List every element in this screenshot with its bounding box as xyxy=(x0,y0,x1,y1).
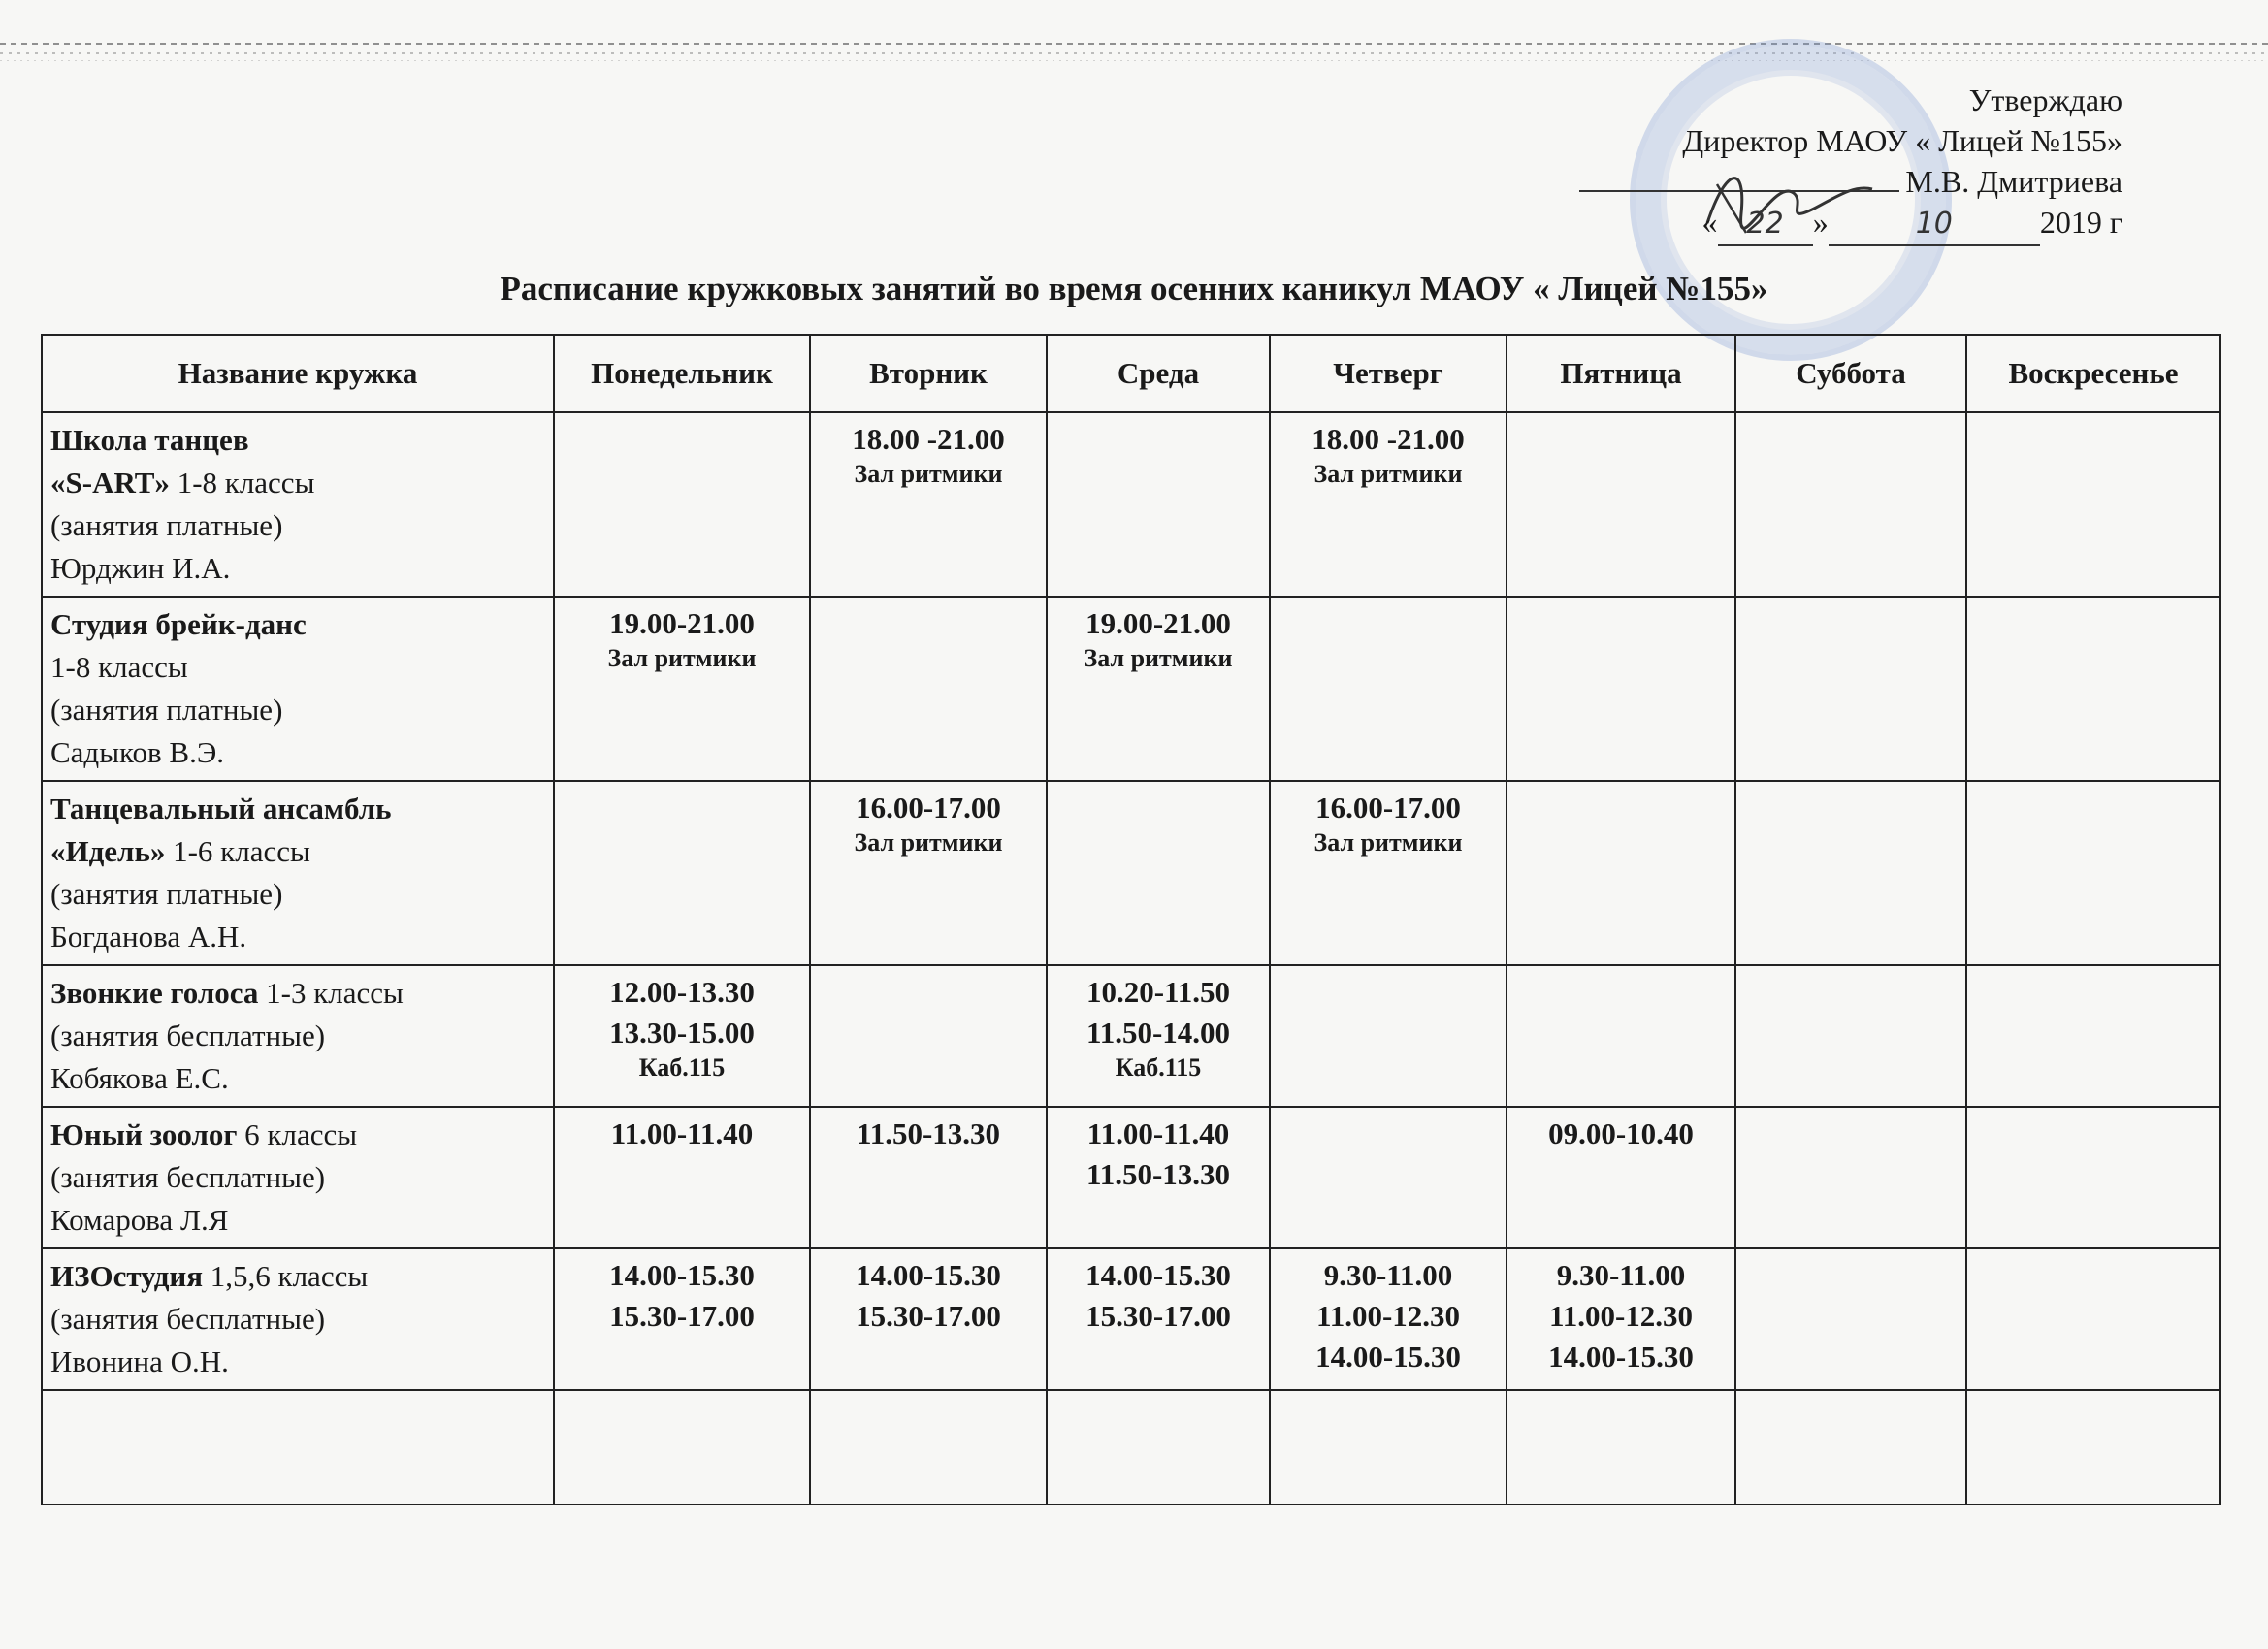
schedule-cell-thu xyxy=(1270,1248,1507,1390)
schedule-cell-sun xyxy=(1966,965,2220,1107)
header-cell: Вторник xyxy=(810,335,1047,412)
club-name: Студия брейк-данс xyxy=(50,607,307,641)
club-fee: (занятия платные) xyxy=(50,877,283,911)
club-teacher: Садыков В.Э. xyxy=(50,735,225,769)
club-name-cell xyxy=(42,412,554,597)
club-grades: 1,5,6 классы xyxy=(203,1259,369,1293)
club-teacher: Комарова Л.Я xyxy=(50,1203,229,1237)
table-row xyxy=(42,781,2220,965)
schedule-cell-thu xyxy=(1270,781,1507,965)
table-row xyxy=(42,1248,2220,1390)
club-fee: (занятия платные) xyxy=(50,693,283,727)
schedule-cell-mon xyxy=(554,597,810,781)
schedule-cell-sat xyxy=(1735,1107,1966,1248)
approval-signer xyxy=(1579,161,2122,202)
schedule-cell-fri xyxy=(1507,1107,1735,1248)
session-room: Зал ритмики xyxy=(854,828,1003,857)
schedule-cell-mon xyxy=(554,412,810,597)
session-time: 11.00-11.40 xyxy=(610,1116,754,1150)
empty-cell xyxy=(1270,1390,1507,1504)
club-name-cell xyxy=(42,965,554,1107)
session-time: 14.00-15.30 xyxy=(856,1258,1001,1292)
schedule-cell-tue xyxy=(810,412,1047,597)
session-time: 19.00-21.00 xyxy=(609,606,755,640)
session-time: 9.30-11.00 xyxy=(1556,1258,1686,1292)
approval-heading: Утверждаю xyxy=(1968,82,2122,117)
empty-cell xyxy=(810,1390,1047,1504)
table-row-empty xyxy=(42,1390,2220,1504)
schedule-cell-sat xyxy=(1735,597,1966,781)
session-time: 19.00-21.00 xyxy=(1085,606,1231,640)
schedule-cell-mon xyxy=(554,781,810,965)
schedule-cell-tue xyxy=(810,781,1047,965)
session-time: 15.30-17.00 xyxy=(1085,1299,1231,1333)
schedule-cell-tue xyxy=(810,965,1047,1107)
schedule-cell-wed xyxy=(1047,1107,1270,1248)
schedule-cell-sun xyxy=(1966,597,2220,781)
header-cell: Воскресенье xyxy=(1966,335,2220,412)
table-header-row xyxy=(42,335,2220,412)
session-time: 09.00-10.40 xyxy=(1548,1116,1694,1150)
club-fee: (занятия бесплатные) xyxy=(50,1160,326,1194)
club-fee: (занятия бесплатные) xyxy=(50,1302,326,1336)
schedule-cell-fri xyxy=(1507,412,1735,597)
club-teacher: Богданова А.Н. xyxy=(50,920,247,954)
session-time: 12.00-13.30 xyxy=(609,975,755,1009)
schedule-cell-mon xyxy=(554,965,810,1107)
table-row xyxy=(42,1107,2220,1248)
header-cell: Суббота xyxy=(1735,335,1966,412)
schedule-cell-wed xyxy=(1047,412,1270,597)
schedule-cell-thu xyxy=(1270,412,1507,597)
session-room: Зал ритмики xyxy=(1084,644,1233,672)
session-time: 9.30-11.00 xyxy=(1323,1258,1453,1292)
schedule-cell-thu xyxy=(1270,597,1507,781)
session-time: 14.00-15.30 xyxy=(1085,1258,1231,1292)
session-time: 14.00-15.30 xyxy=(1548,1340,1694,1374)
club-name: Юный зоолог xyxy=(50,1117,238,1151)
approval-position: Директор МАОУ « Лицей №155» xyxy=(1682,123,2122,158)
club-name-sub: «Идель» xyxy=(50,834,166,868)
empty-cell xyxy=(1966,1390,2220,1504)
club-grades: 6 классы xyxy=(237,1117,358,1151)
schedule-cell-mon xyxy=(554,1107,810,1248)
schedule-cell-sun xyxy=(1966,412,2220,597)
session-room: Зал ритмики xyxy=(854,460,1003,488)
session-time: 16.00-17.00 xyxy=(856,791,1001,824)
session-room: Каб.115 xyxy=(1115,1053,1202,1082)
approval-block xyxy=(1579,80,2122,246)
date-month: 10 xyxy=(1829,204,2040,246)
approval-date xyxy=(1579,202,2122,246)
session-time: 15.30-17.00 xyxy=(609,1299,755,1333)
signature-line xyxy=(1579,165,1899,192)
empty-cell xyxy=(1507,1390,1735,1504)
session-time: 11.50-13.30 xyxy=(1085,1157,1231,1191)
schedule-cell-thu xyxy=(1270,1107,1507,1248)
club-grades: 1-8 классы xyxy=(50,650,188,684)
club-fee: (занятия платные) xyxy=(50,508,283,542)
schedule-cell-sun xyxy=(1966,781,2220,965)
club-teacher: Кобякова Е.С. xyxy=(50,1061,229,1095)
session-time: 11.00-12.30 xyxy=(1315,1299,1461,1333)
schedule-cell-fri xyxy=(1507,965,1735,1107)
schedule-cell-sat xyxy=(1735,412,1966,597)
schedule-cell-sat xyxy=(1735,1248,1966,1390)
club-teacher: Ивонина О.Н. xyxy=(50,1344,229,1378)
empty-cell xyxy=(1047,1390,1270,1504)
session-room: Зал ритмики xyxy=(1313,460,1463,488)
session-room: Каб.115 xyxy=(638,1053,726,1082)
schedule-cell-tue xyxy=(810,1107,1047,1248)
club-name-cell xyxy=(42,597,554,781)
session-time: 11.50-14.00 xyxy=(1085,1016,1231,1050)
date-day: 22 xyxy=(1718,204,1813,246)
header-cell: Понедельник xyxy=(554,335,810,412)
club-name-cell xyxy=(42,1248,554,1390)
club-name-sub: «S-ART» xyxy=(50,466,170,500)
scan-edge-artifact xyxy=(0,37,2268,66)
session-time: 13.30-15.00 xyxy=(609,1016,755,1050)
session-time: 18.00 -21.00 xyxy=(1312,422,1465,456)
club-name-cell xyxy=(42,781,554,965)
session-time: 15.30-17.00 xyxy=(856,1299,1001,1333)
schedule-cell-tue xyxy=(810,1248,1047,1390)
schedule-cell-wed xyxy=(1047,781,1270,965)
schedule-cell-fri xyxy=(1507,597,1735,781)
club-teacher: Юрджин И.А. xyxy=(50,551,231,585)
club-grades: 1-3 классы xyxy=(258,976,404,1010)
schedule-cell-wed xyxy=(1047,597,1270,781)
header-cell: Пятница xyxy=(1507,335,1735,412)
club-name: ИЗОстудия xyxy=(50,1259,204,1293)
club-fee: (занятия бесплатные) xyxy=(50,1018,326,1052)
club-grades: 1-6 классы xyxy=(165,834,310,868)
schedule-cell-sat xyxy=(1735,965,1966,1107)
schedule-cell-thu xyxy=(1270,965,1507,1107)
document-title: Расписание кружковых занятий во время осенних каникул МАОУ « Лицей №155» xyxy=(500,270,1768,307)
header-cell: Среда xyxy=(1047,335,1270,412)
table-row xyxy=(42,412,2220,597)
date-quote-close: » xyxy=(1812,205,1829,240)
table-row xyxy=(42,597,2220,781)
club-name: Школа танцев xyxy=(50,423,249,457)
session-time: 18.00 -21.00 xyxy=(852,422,1005,456)
schedule-cell-sun xyxy=(1966,1248,2220,1390)
session-time: 14.00-15.30 xyxy=(1315,1340,1461,1374)
session-room: Зал ритмики xyxy=(607,644,757,672)
club-name: Танцевальный ансамбль xyxy=(50,792,392,825)
session-time: 10.20-11.50 xyxy=(1085,975,1231,1009)
date-year: 2019 г xyxy=(2039,205,2122,240)
header-cell: Четверг xyxy=(1270,335,1507,412)
empty-cell xyxy=(554,1390,810,1504)
schedule-cell-fri xyxy=(1507,781,1735,965)
date-quote-open: « xyxy=(1701,205,1718,240)
session-room: Зал ритмики xyxy=(1313,828,1463,857)
session-time: 16.00-17.00 xyxy=(1315,791,1461,824)
header-cell: Название кружка xyxy=(42,335,554,412)
club-grades: 1-8 классы xyxy=(169,466,315,500)
signer-name: М.В. Дмитриева xyxy=(1905,164,2122,199)
club-name: Звонкие голоса xyxy=(50,976,259,1010)
empty-cell xyxy=(1735,1390,1966,1504)
schedule-table xyxy=(41,334,2221,1505)
empty-cell xyxy=(42,1390,554,1504)
schedule-cell-wed xyxy=(1047,1248,1270,1390)
schedule-cell-wed xyxy=(1047,965,1270,1107)
schedule-cell-sat xyxy=(1735,781,1966,965)
session-time: 11.00-12.30 xyxy=(1548,1299,1694,1333)
session-time: 11.50-13.30 xyxy=(856,1116,1001,1150)
schedule-cell-sun xyxy=(1966,1107,2220,1248)
session-time: 11.00-11.40 xyxy=(1086,1116,1230,1150)
schedule-cell-fri xyxy=(1507,1248,1735,1390)
table-row xyxy=(42,965,2220,1107)
schedule-cell-tue xyxy=(810,597,1047,781)
session-time: 14.00-15.30 xyxy=(609,1258,755,1292)
club-name-cell xyxy=(42,1107,554,1248)
schedule-cell-mon xyxy=(554,1248,810,1390)
